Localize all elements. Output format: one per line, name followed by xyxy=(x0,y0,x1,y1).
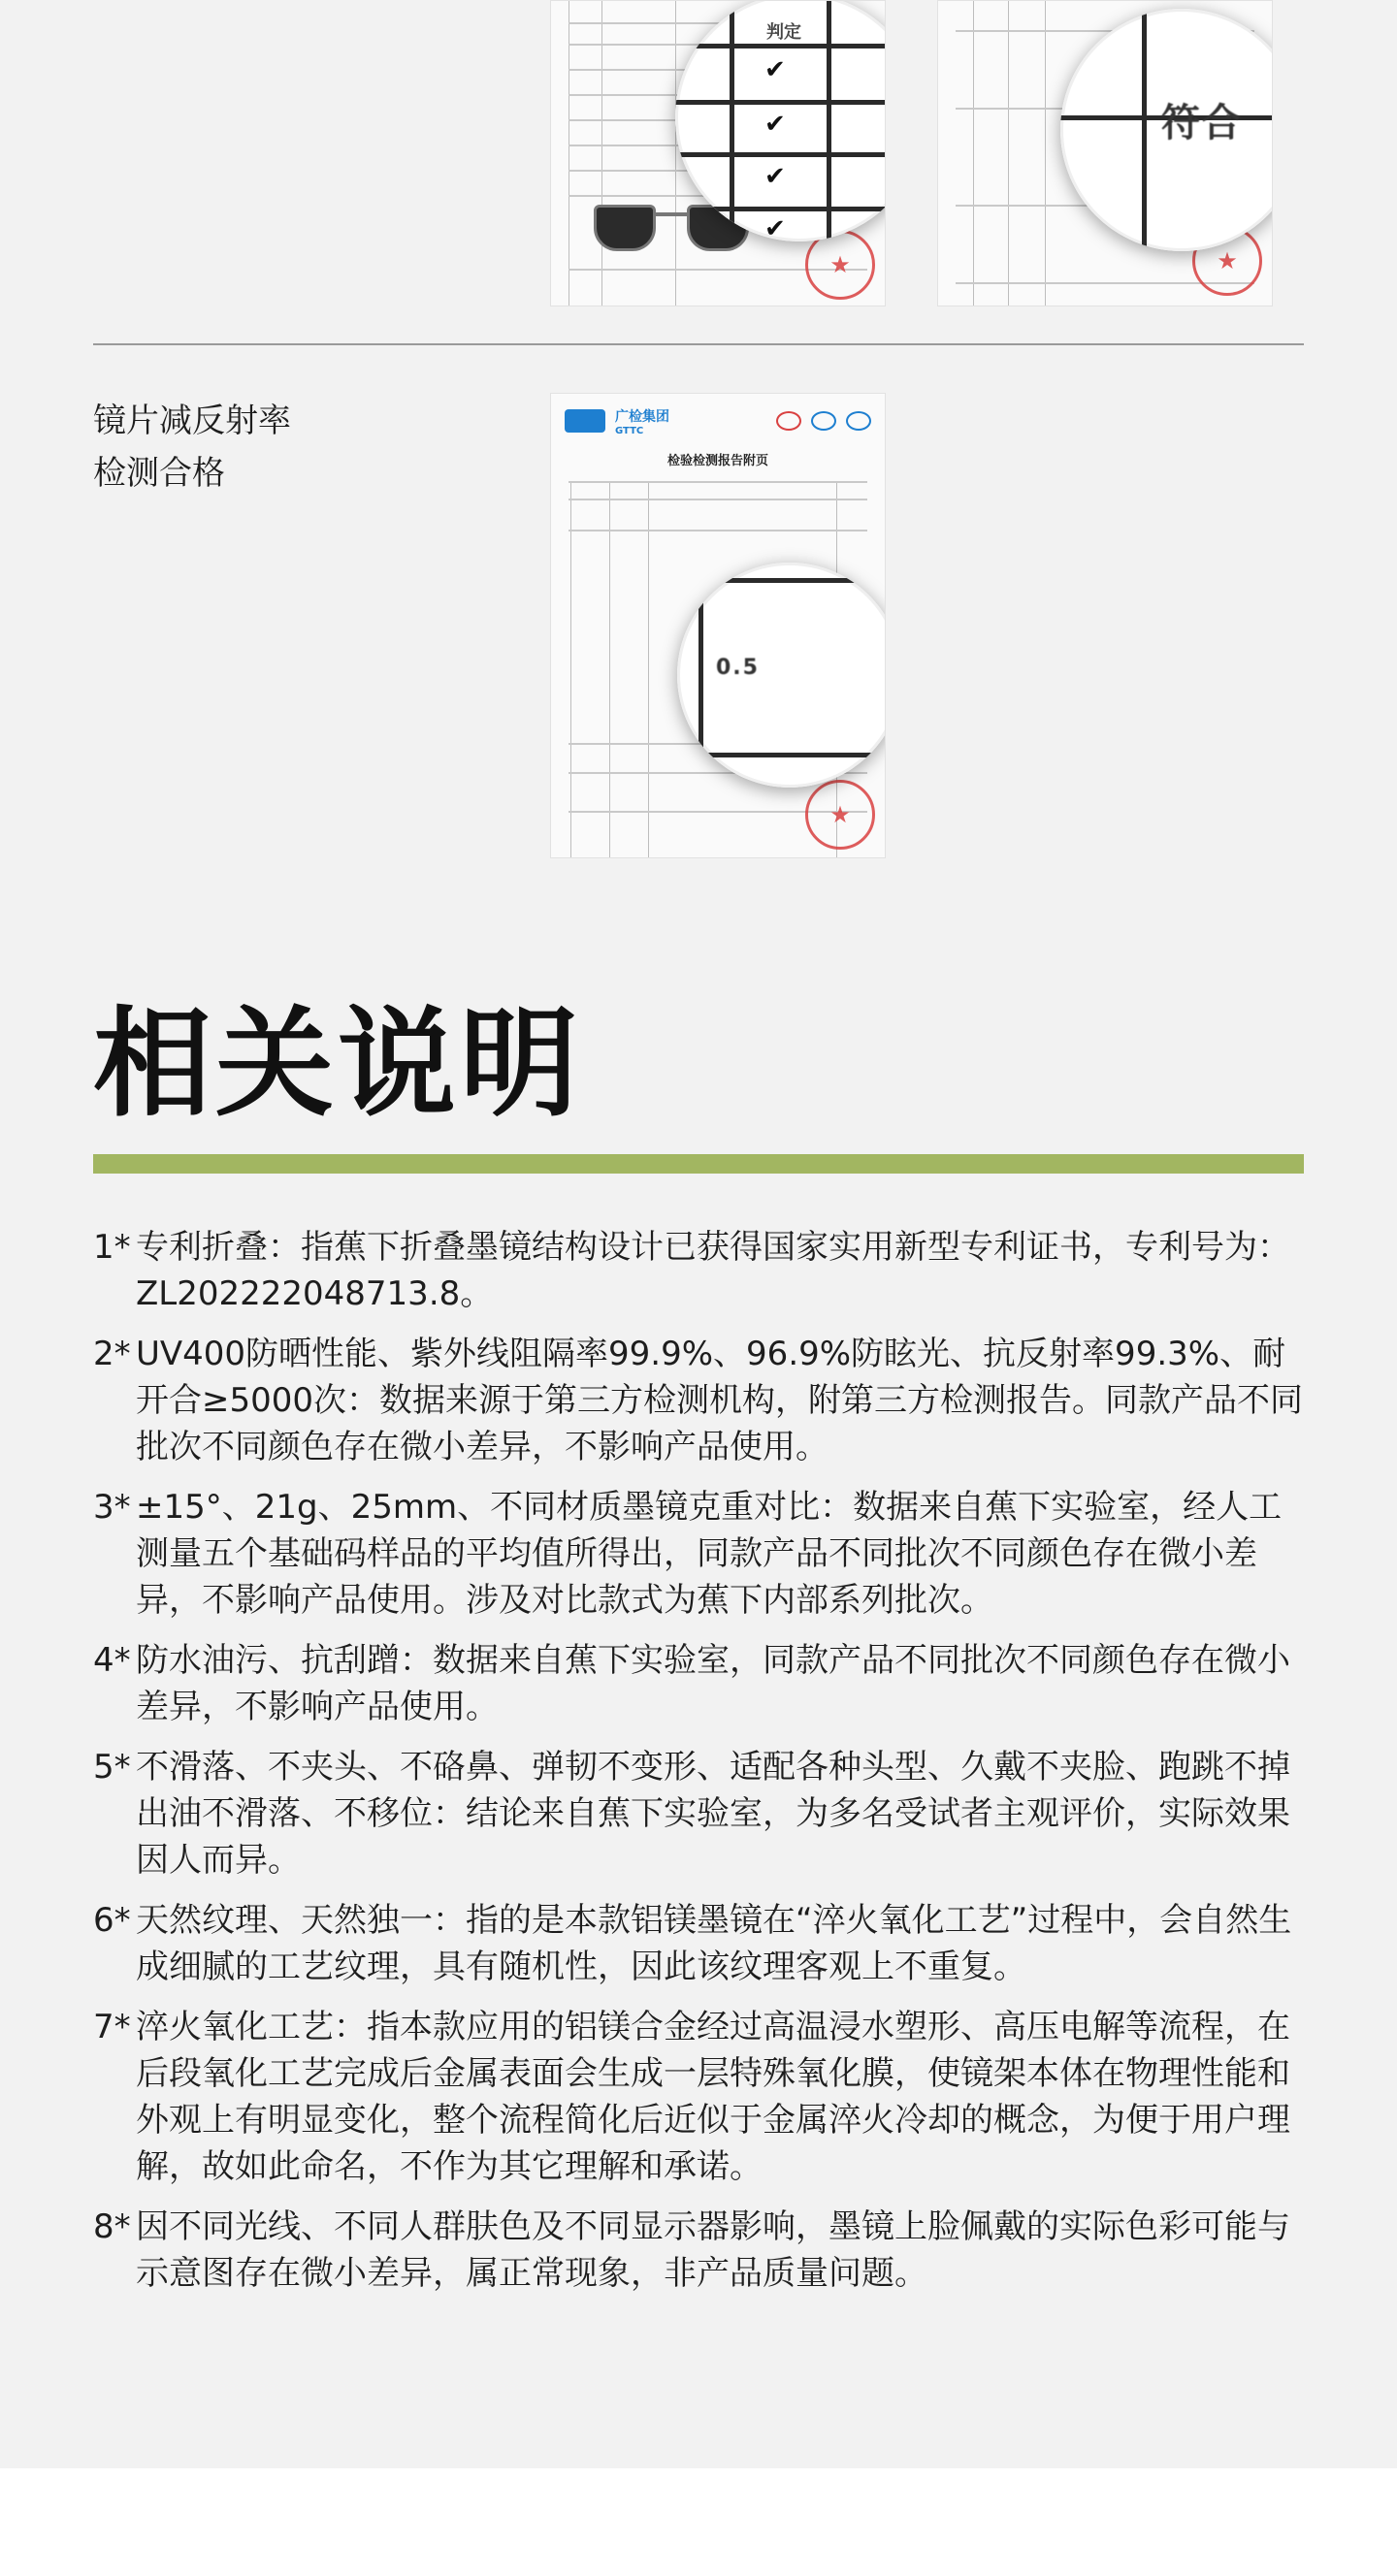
report-header xyxy=(565,405,871,436)
check-mark: ✔ xyxy=(764,162,786,191)
note-number: 3* xyxy=(93,1488,131,1527)
note-text: ±15°、21g、25mm、不同材质墨镜克重对比：数据来自蕉下实验室，经人工测量五个基础码样品的平均值所得出，同款产品不同批次不同颜色存在微小差异，不影响产品使用。涉及对比款式为蕉下内部系列批次。 xyxy=(136,1488,1283,1620)
note-text: 淬火氧化工艺：指本款应用的铝镁合金经过高温浸水塑形、高压电解等流程，在后段氧化工艺完成后金属表面会生成一层特殊氧化膜，使镜架本体在物理性能和外观上有明显变化，整个流程简化后近似于金属淬火冷却的概念，为便于用户理解，故如此命名，不作为其它理解和承诺。 xyxy=(136,2008,1290,2186)
note-number: 8* xyxy=(93,2207,131,2246)
section-divider xyxy=(93,343,1304,345)
official-seal xyxy=(805,780,875,850)
note-item xyxy=(93,1484,1304,1624)
report-title: 检验检测报告附页 xyxy=(666,454,768,468)
note-item xyxy=(93,2004,1304,2190)
section-accent-bar xyxy=(93,1154,1304,1174)
magnifier-result-column xyxy=(1060,9,1273,251)
note-item xyxy=(93,1331,1304,1470)
brand-name: 广检集团 xyxy=(615,408,669,425)
note-text: 专利折叠：指蕉下折叠墨镜结构设计已获得国家实用新型专利证书，专利号为：ZL202222048713.8。 xyxy=(136,1228,1290,1313)
note-text: 天然纹理、天然独一：指的是本款铝镁墨镜在“淬火氧化工艺”过程中，会自然生成细腻的工艺纹理，具有随机性，因此该纹理客观上不重复。 xyxy=(136,1901,1292,1986)
anti-reflection-label-line1: 镜片减反射率 xyxy=(93,402,291,440)
report-document-bottom xyxy=(550,393,886,858)
notes-list xyxy=(93,1224,1304,2310)
anti-reflection-label-line2: 检测合格 xyxy=(93,454,225,493)
note-item xyxy=(93,1637,1304,1730)
magnifier-header-text: 判定 xyxy=(766,22,801,43)
cma-badge-icon xyxy=(776,411,801,431)
magnifier-value-text: 0.5 xyxy=(716,656,760,680)
note-item xyxy=(93,1744,1304,1884)
note-number: 7* xyxy=(93,2008,131,2046)
note-number: 5* xyxy=(93,1748,131,1787)
note-item xyxy=(93,2204,1304,2297)
report-document-top-left xyxy=(550,0,886,306)
brand-sub: GTTC xyxy=(615,425,644,436)
check-mark: ✔ xyxy=(764,55,786,84)
ilac-badge-icon xyxy=(811,411,836,431)
anti-reflection-label xyxy=(93,395,291,499)
section-title: 相关说明 xyxy=(93,995,582,1133)
check-mark: ✔ xyxy=(764,110,786,139)
magnifier-result-text: 符合 xyxy=(1161,101,1243,145)
note-item xyxy=(93,1897,1304,1990)
note-text: 因不同光线、不同人群肤色及不同显示器影响，墨镜上脸佩戴的实际色彩可能与示意图存在微小差异，属正常现象，非产品质量问题。 xyxy=(136,2207,1290,2293)
note-number: 1* xyxy=(93,1228,131,1267)
note-text: 防水油污、抗刮蹭：数据来自蕉下实验室，同款产品不同批次不同颜色存在微小差异，不影响产品使用。 xyxy=(136,1641,1290,1726)
note-text: 不滑落、不夹头、不硌鼻、弹韧不变形、适配各种头型、久戴不夹脸、跑跳不掉出油不滑落、不移位：结论来自蕉下实验室，为多名受试者主观评价，实际效果因人而异。 xyxy=(136,1748,1290,1880)
note-number: 2* xyxy=(93,1335,131,1373)
report-document-top-right xyxy=(937,0,1273,306)
note-text: UV400防晒性能、紫外线阻隔率99.9%、96.9%防眩光、抗反射率99.3%、耐开合≥5000次：数据来源于第三方检测机构，附第三方检测报告。同款产品不同批次不同颜色存在微小差异，不影响产品使用。 xyxy=(136,1335,1304,1466)
cnas-badge-icon xyxy=(846,411,871,431)
check-mark: ✔ xyxy=(764,214,786,242)
note-item xyxy=(93,1224,1304,1317)
note-number: 6* xyxy=(93,1901,131,1940)
note-number: 4* xyxy=(93,1641,131,1680)
magnifier-value-cell xyxy=(677,563,886,788)
gttc-logo-icon xyxy=(565,409,605,433)
